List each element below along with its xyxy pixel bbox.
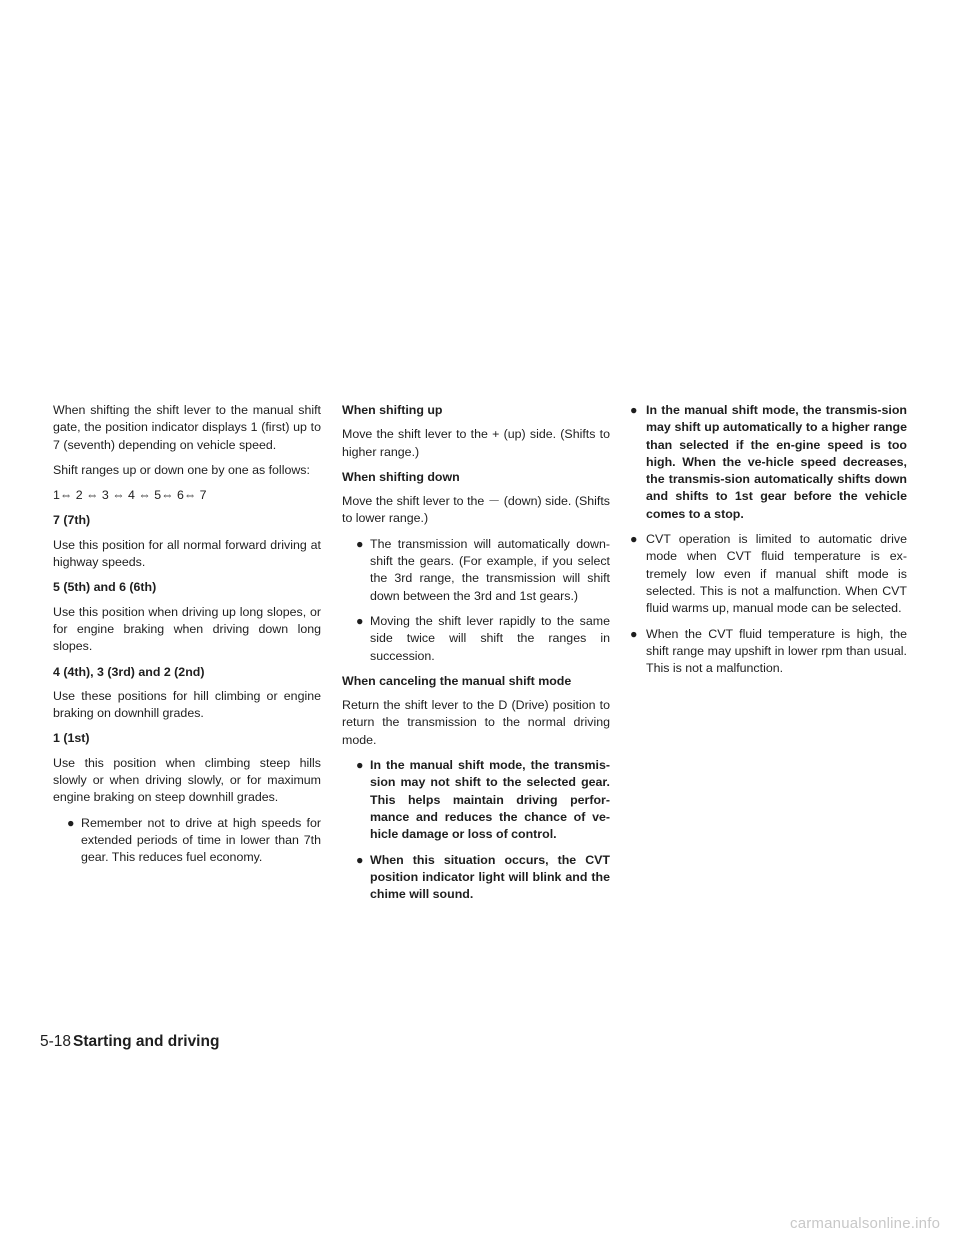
bullet-icon: ● (630, 403, 638, 417)
heading-5th-6th: 5 (5th) and 6 (6th) (53, 580, 157, 595)
intro-paragraph: When shifting the shift lever to the manual shift gate, the position indicator displays 1 (first) up to 7 (seventh) depending on vehicle speed. (53, 403, 321, 452)
bullet-item (630, 402, 907, 523)
watermark: carmanualsonline.info (790, 1215, 941, 1232)
shift-sequence: 1⇔ 2 ⇔ 3 ⇔ 4 ⇔ 5⇔ 6⇔ 7 (53, 488, 207, 503)
bullet-item (342, 536, 610, 605)
bullet-icon: ● (67, 815, 75, 830)
bullet-text: In the manual shift mode, the transmis-sion may not shift to the selected gear. This helps maintain driving perfor-mance and reduces the chance of ve-hicle damage or loss of control. (370, 758, 610, 842)
bullet-text: The transmission will automatically down-shift the gears. (For example, if you select the 3rd range, the transmission will shift down between the 3rd and 1st gears.) (370, 536, 610, 603)
bullet-item (342, 757, 610, 843)
bullet-icon: ● (630, 626, 638, 641)
bullet-item (342, 852, 610, 904)
column-3 (630, 402, 907, 685)
bullet-item (342, 613, 610, 665)
heading-shifting-down: When shifting down (342, 469, 460, 484)
heading-canceling-manual: When canceling the manual shift mode (342, 673, 572, 688)
bullet-text: When this situation occurs, the CVT position indicator light will blink and the chime will sound. (370, 852, 610, 902)
bullet-text: Moving the shift lever rapidly to the same side twice will shift the ranges in succession. (370, 613, 610, 663)
heading-1st: 1 (1st) (53, 731, 90, 746)
paragraph-shifting-up: Move the shift lever to the + (up) side. (Shifts to higher range.) (342, 427, 610, 459)
bullet-icon: ● (356, 758, 364, 773)
bullet-item (630, 626, 907, 678)
bullet-icon: ● (356, 852, 364, 867)
paragraph-4th-3rd-2nd: Use these positions for hill climbing or engine braking on downhill grades. (53, 688, 321, 721)
bullet-icon: ● (356, 613, 364, 628)
page-number: 5-18 (40, 1033, 72, 1050)
heading-7th: 7 (7th) (53, 513, 91, 528)
section-title: Starting and driving (73, 1033, 220, 1050)
bullet-text: In the manual shift mode, the transmis-sion may shift up automatically to a higher range than selected if the en-gine speed is too high. When the ve-hicle speed decreases, the transmis-sion automatically shifts down and shifts to 1st gear before the vehicle comes to a stop. (646, 403, 907, 521)
bullet-item (53, 815, 321, 867)
paragraph-7th: Use this position for all normal forward driving at highway speeds. (53, 537, 321, 570)
paragraph-5th-6th: Use this position when driving up long slopes, or for engine braking when driving down long slopes. (53, 604, 321, 654)
heading-shifting-up: When shifting up (342, 403, 443, 417)
column-2 (342, 402, 610, 911)
bullet-item (630, 531, 907, 617)
paragraph-canceling-manual: Return the shift lever to the D (Drive) position to return the transmission to the normal driving mode. (342, 698, 610, 747)
bullet-icon: ● (356, 536, 364, 551)
bullet-text: Remember not to drive at high speeds for extended periods of time in lower than 7th gear. This reduces fuel economy. (81, 815, 321, 865)
bullet-icon: ● (630, 532, 638, 547)
bullet-text: CVT operation is limited to automatic drive mode when CVT fluid temperature is ex-tremely low even if manual shift mode is selected. This is not a malfunction. When CVT fluid warms up, manual mode can be selected. (646, 532, 907, 616)
heading-4th-3rd-2nd: 4 (4th), 3 (3rd) and 2 (2nd) (53, 664, 205, 679)
bullet-text: When the CVT fluid temperature is high, the shift range may upshift in lower rpm than usual. This is not a malfunction. (646, 626, 907, 676)
paragraph-1st: Use this position when climbing steep hills slowly or when driving slowly, or for maximum engine braking on steep downhill grades. (53, 755, 321, 805)
shift-ranges-paragraph: Shift ranges up or down one by one as follows: (53, 462, 310, 477)
paragraph-shifting-down: Move the shift lever to the － (down) side. (Shifts to lower range.) (342, 494, 610, 526)
page-footer (40, 1033, 219, 1051)
column-1 (53, 402, 321, 875)
